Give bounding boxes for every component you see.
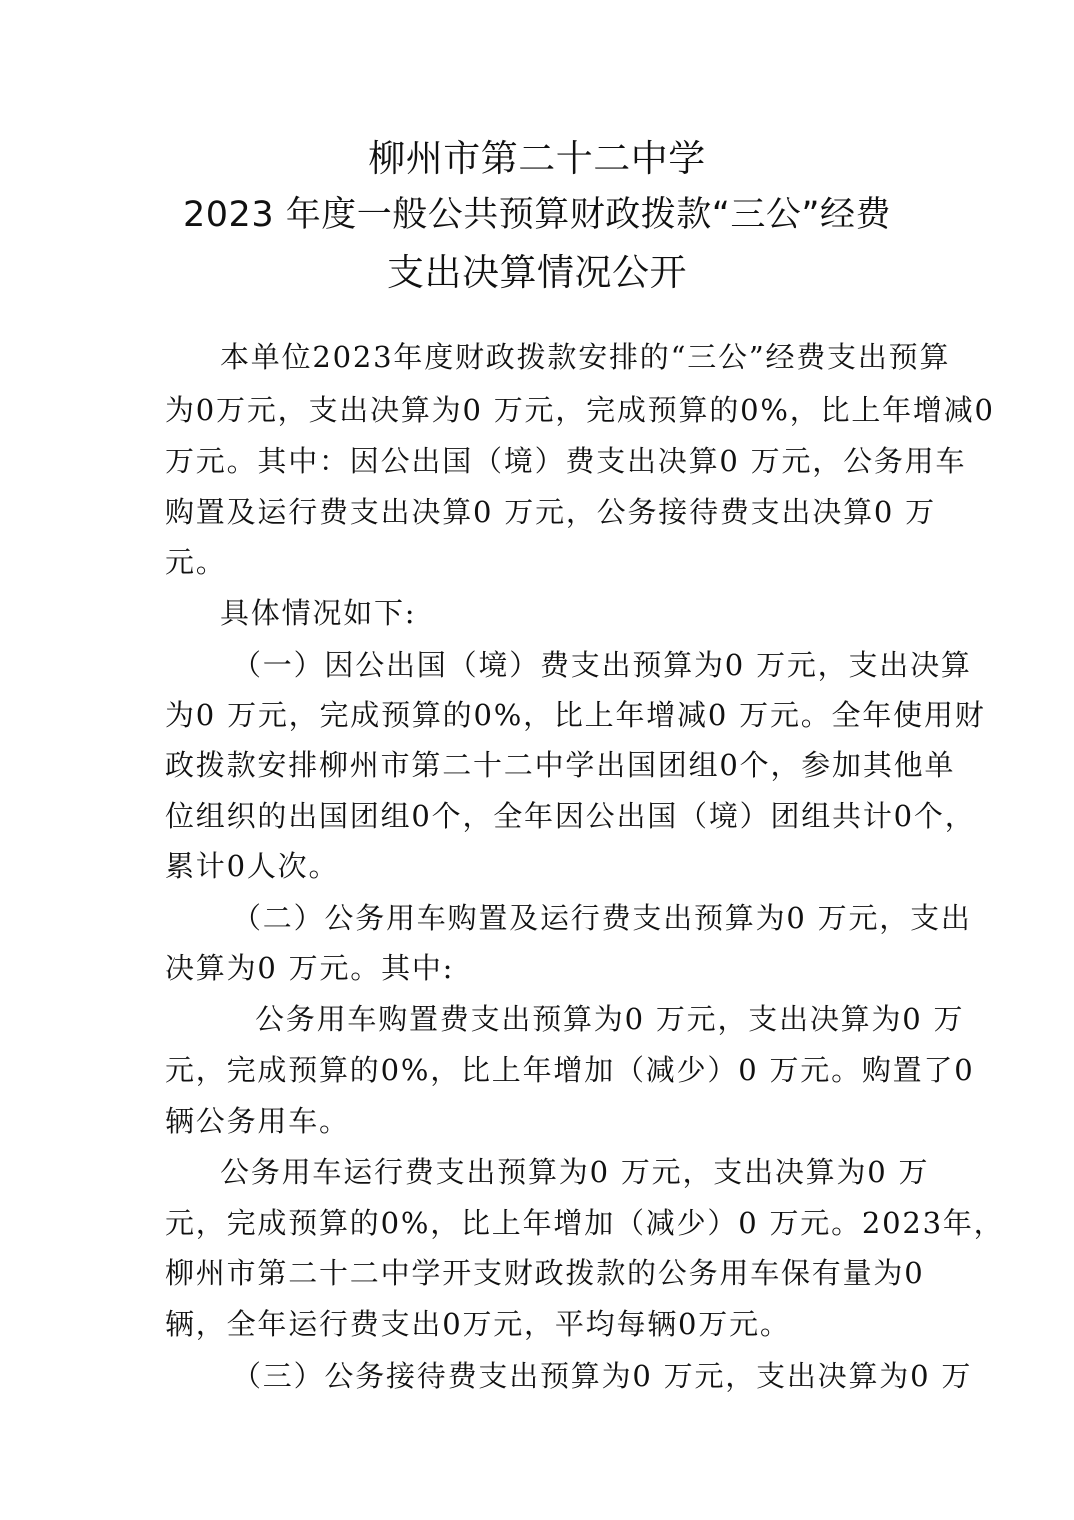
vehicle-purchase-line-1: 公务用车购置费支出预算为0 万元，支出决算为0 万	[255, 1002, 965, 1036]
section2-line-2: 决算为0 万元。其中:	[165, 951, 455, 985]
section1-line-1: （一）因公出国（境）费支出预算为0 万元，支出决算	[232, 648, 972, 682]
vehicle-purchase-line-3: 辆公务用车。	[165, 1104, 350, 1138]
document-title-line-2: 2023 年度一般公共预算财政拨款“三公”经费	[183, 195, 891, 235]
document-title-line-3: 支出决算情况公开	[387, 251, 687, 294]
intro-line-5: 元。	[165, 545, 227, 579]
vehicle-operation-line-4: 辆，全年运行费支出0万元，平均每辆0万元。	[165, 1307, 791, 1341]
intro-line-4: 购置及运行费支出决算0 万元，公务接待费支出决算0 万	[165, 495, 936, 529]
vehicle-operation-line-2: 元，完成预算的0%，比上年增加（减少）0 万元。2023年，	[165, 1206, 1005, 1240]
section1-line-2: 为0 万元，完成预算的0%，比上年增减0 万元。全年使用财	[165, 698, 986, 732]
vehicle-purchase-line-2: 元，完成预算的0%，比上年增加（减少）0 万元。购置了0	[165, 1053, 975, 1087]
vehicle-operation-line-1: 公务用车运行费支出预算为0 万元，支出决算为0 万	[220, 1155, 930, 1189]
section1-line-5: 累计0人次。	[165, 849, 340, 883]
section3-line-1: （三）公务接待费支出预算为0 万元，支出决算为0 万	[232, 1359, 973, 1393]
intro-line-1: 本单位2023年度财政拨款安排的“三公”经费支出预算	[220, 340, 951, 374]
vehicle-operation-line-3: 柳州市第二十二中学开支财政拨款的公务用车保有量为0	[165, 1256, 925, 1290]
section2-line-1: （二）公务用车购置及运行费支出预算为0 万元，支出	[232, 901, 972, 935]
details-heading: 具体情况如下:	[220, 596, 417, 630]
document-title-line-1: 柳州市第二十二中学	[368, 137, 706, 180]
section1-line-3: 政拨款安排柳州市第二十二中学出国团组0个，参加其他单	[165, 748, 956, 782]
intro-line-3: 万元。其中：因公出国（境）费支出决算0 万元，公务用车	[165, 444, 967, 478]
intro-line-2: 为0万元，支出决算为0 万元，完成预算的0%，比上年增减0	[165, 393, 995, 427]
section1-line-4: 位组织的出国团组0个，全年因公出国（境）团组共计0个，	[165, 799, 976, 833]
